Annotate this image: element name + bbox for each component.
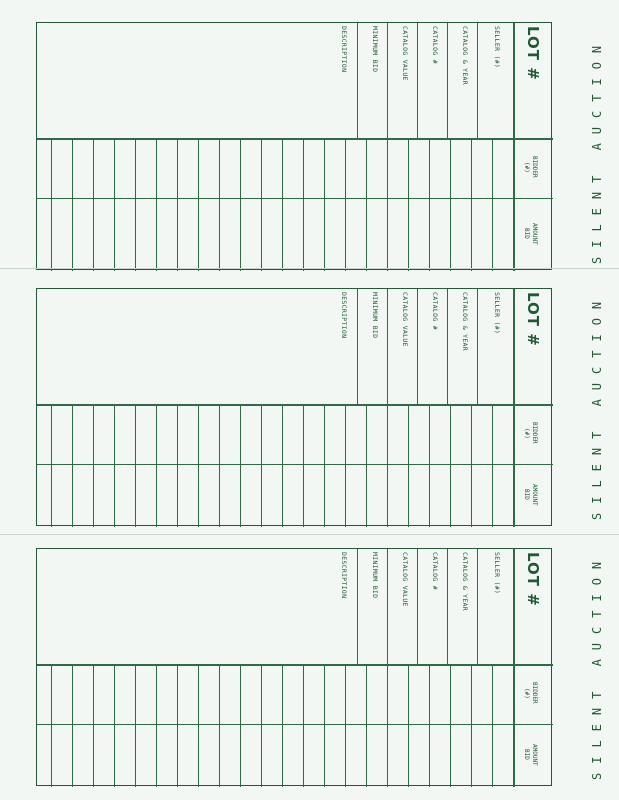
silent-auction-title: SILENT AUCTION xyxy=(590,292,604,520)
bid-grid-line xyxy=(450,664,451,787)
bid-grid-line xyxy=(114,138,115,271)
field-divider xyxy=(477,289,478,404)
field-label: CATALOG & YEAR xyxy=(461,292,469,351)
bid-grid-line xyxy=(51,404,52,527)
bid-grid-line xyxy=(135,404,136,527)
field-label: CATALOG VALUE xyxy=(401,292,409,347)
field-label: SELLER (#) xyxy=(493,292,501,335)
bid-grid-line xyxy=(198,138,199,271)
bid-grid-line xyxy=(72,138,73,271)
field-divider xyxy=(447,289,448,404)
bidder-number-label: BIDDER (#) xyxy=(523,156,538,178)
field-label: CATALOG & YEAR xyxy=(461,26,469,85)
bid-grid-line xyxy=(114,404,115,527)
bid-grid-line xyxy=(72,664,73,787)
field-label: CATALOG & YEAR xyxy=(461,552,469,611)
lot-column-divider xyxy=(513,549,515,787)
bid-grid-line xyxy=(387,664,388,787)
bid-grid-line xyxy=(324,404,325,527)
bid-grid-line xyxy=(51,138,52,271)
bid-grid-line xyxy=(198,404,199,527)
bid-grid-line xyxy=(93,404,94,527)
bid-grid-line xyxy=(471,664,472,787)
bid-grid-line xyxy=(450,404,451,527)
field-divider xyxy=(417,23,418,138)
bid-grid-line xyxy=(282,404,283,527)
bid-grid-line xyxy=(408,138,409,271)
field-label: MINIMUM BID xyxy=(371,552,379,599)
bid-grid-line xyxy=(366,404,367,527)
lot-column-divider xyxy=(513,289,515,527)
bid-grid-line xyxy=(408,404,409,527)
auction-slip xyxy=(0,0,619,268)
field-label: MINIMUM BID xyxy=(371,292,379,339)
bid-grid-line xyxy=(282,664,283,787)
bid-grid-line xyxy=(345,404,346,527)
bid-grid-line xyxy=(156,404,157,527)
bid-grid-line xyxy=(471,404,472,527)
field-label: MINIMUM BID xyxy=(371,26,379,73)
field-divider xyxy=(417,549,418,664)
bid-grid-line xyxy=(135,138,136,271)
field-label: DESCRIPTION xyxy=(340,552,348,599)
field-divider xyxy=(447,23,448,138)
slip-card xyxy=(36,288,552,526)
bid-grid-line xyxy=(114,664,115,787)
bid-grid-line xyxy=(261,404,262,527)
bid-grid-line xyxy=(219,404,220,527)
bid-grid-line xyxy=(387,138,388,271)
field-label: CATALOG # xyxy=(431,292,439,330)
field-divider xyxy=(387,289,388,404)
field-label: SELLER (#) xyxy=(493,26,501,69)
bid-grid-line xyxy=(72,404,73,527)
slip-separator xyxy=(0,534,619,535)
field-label: CATALOG # xyxy=(431,26,439,64)
bid-grid-line xyxy=(177,138,178,271)
bid-grid-line xyxy=(429,404,430,527)
bid-grid-line xyxy=(135,664,136,787)
bid-grid-line xyxy=(429,664,430,787)
bid-grid-line xyxy=(408,664,409,787)
field-divider xyxy=(357,549,358,664)
bid-grid-line xyxy=(156,664,157,787)
lot-number-label: LOT # xyxy=(524,26,542,81)
field-divider xyxy=(447,549,448,664)
bid-grid-line xyxy=(93,664,94,787)
silent-auction-title: SILENT AUCTION xyxy=(590,552,604,780)
bid-grid-line xyxy=(177,664,178,787)
auction-slip xyxy=(0,534,619,800)
field-label: DESCRIPTION xyxy=(340,26,348,73)
slip-separator xyxy=(0,268,619,269)
bidder-number-label: BIDDER (#) xyxy=(523,422,538,444)
field-label: SELLER (#) xyxy=(493,552,501,595)
bid-grid-line xyxy=(303,664,304,787)
bid-grid-line xyxy=(261,664,262,787)
bid-grid-line xyxy=(324,664,325,787)
bid-grid-line xyxy=(345,664,346,787)
bid-grid-line xyxy=(219,138,220,271)
field-label: CATALOG VALUE xyxy=(401,26,409,81)
field-divider xyxy=(357,23,358,138)
bid-grid-line xyxy=(387,404,388,527)
amount-bid-label: AMOUNT BID xyxy=(523,222,538,245)
lot-number-label: LOT # xyxy=(524,552,542,607)
bidder-number-label: BIDDER (#) xyxy=(523,682,538,704)
amount-bid-label: AMOUNT BID xyxy=(523,483,538,506)
field-label: CATALOG VALUE xyxy=(401,552,409,607)
bid-grid-line xyxy=(240,664,241,787)
field-divider xyxy=(477,549,478,664)
bid-grid-line xyxy=(198,664,199,787)
bid-grid-line xyxy=(93,138,94,271)
bid-grid-line xyxy=(156,138,157,271)
bid-grid-line xyxy=(492,138,493,271)
bid-grid-line xyxy=(429,138,430,271)
bid-grid-line xyxy=(324,138,325,271)
field-divider xyxy=(387,549,388,664)
bid-grid-line xyxy=(471,138,472,271)
bid-grid-line xyxy=(303,404,304,527)
lot-column-divider xyxy=(513,23,515,271)
bid-grid-line xyxy=(219,664,220,787)
field-divider xyxy=(477,23,478,138)
lot-number-label: LOT # xyxy=(524,292,542,347)
bid-grid-line xyxy=(303,138,304,271)
bid-grid-line xyxy=(492,404,493,527)
bid-grid-line xyxy=(261,138,262,271)
amount-bid-label: AMOUNT BID xyxy=(523,743,538,766)
bid-grid-line xyxy=(450,138,451,271)
bid-grid-line xyxy=(366,664,367,787)
field-divider xyxy=(387,23,388,138)
silent-auction-title: SILENT AUCTION xyxy=(590,36,604,264)
bid-grid-line xyxy=(51,664,52,787)
auction-slip xyxy=(0,268,619,534)
bid-grid-line xyxy=(177,404,178,527)
slip-card xyxy=(36,548,552,786)
slip-card xyxy=(36,22,552,270)
field-label: CATALOG # xyxy=(431,552,439,590)
field-divider xyxy=(357,289,358,404)
bid-grid-line xyxy=(366,138,367,271)
bid-grid-line xyxy=(492,664,493,787)
bid-grid-line xyxy=(282,138,283,271)
bid-grid-line xyxy=(240,138,241,271)
field-label: DESCRIPTION xyxy=(340,292,348,339)
bid-grid-line xyxy=(345,138,346,271)
field-divider xyxy=(417,289,418,404)
bid-grid-line xyxy=(240,404,241,527)
